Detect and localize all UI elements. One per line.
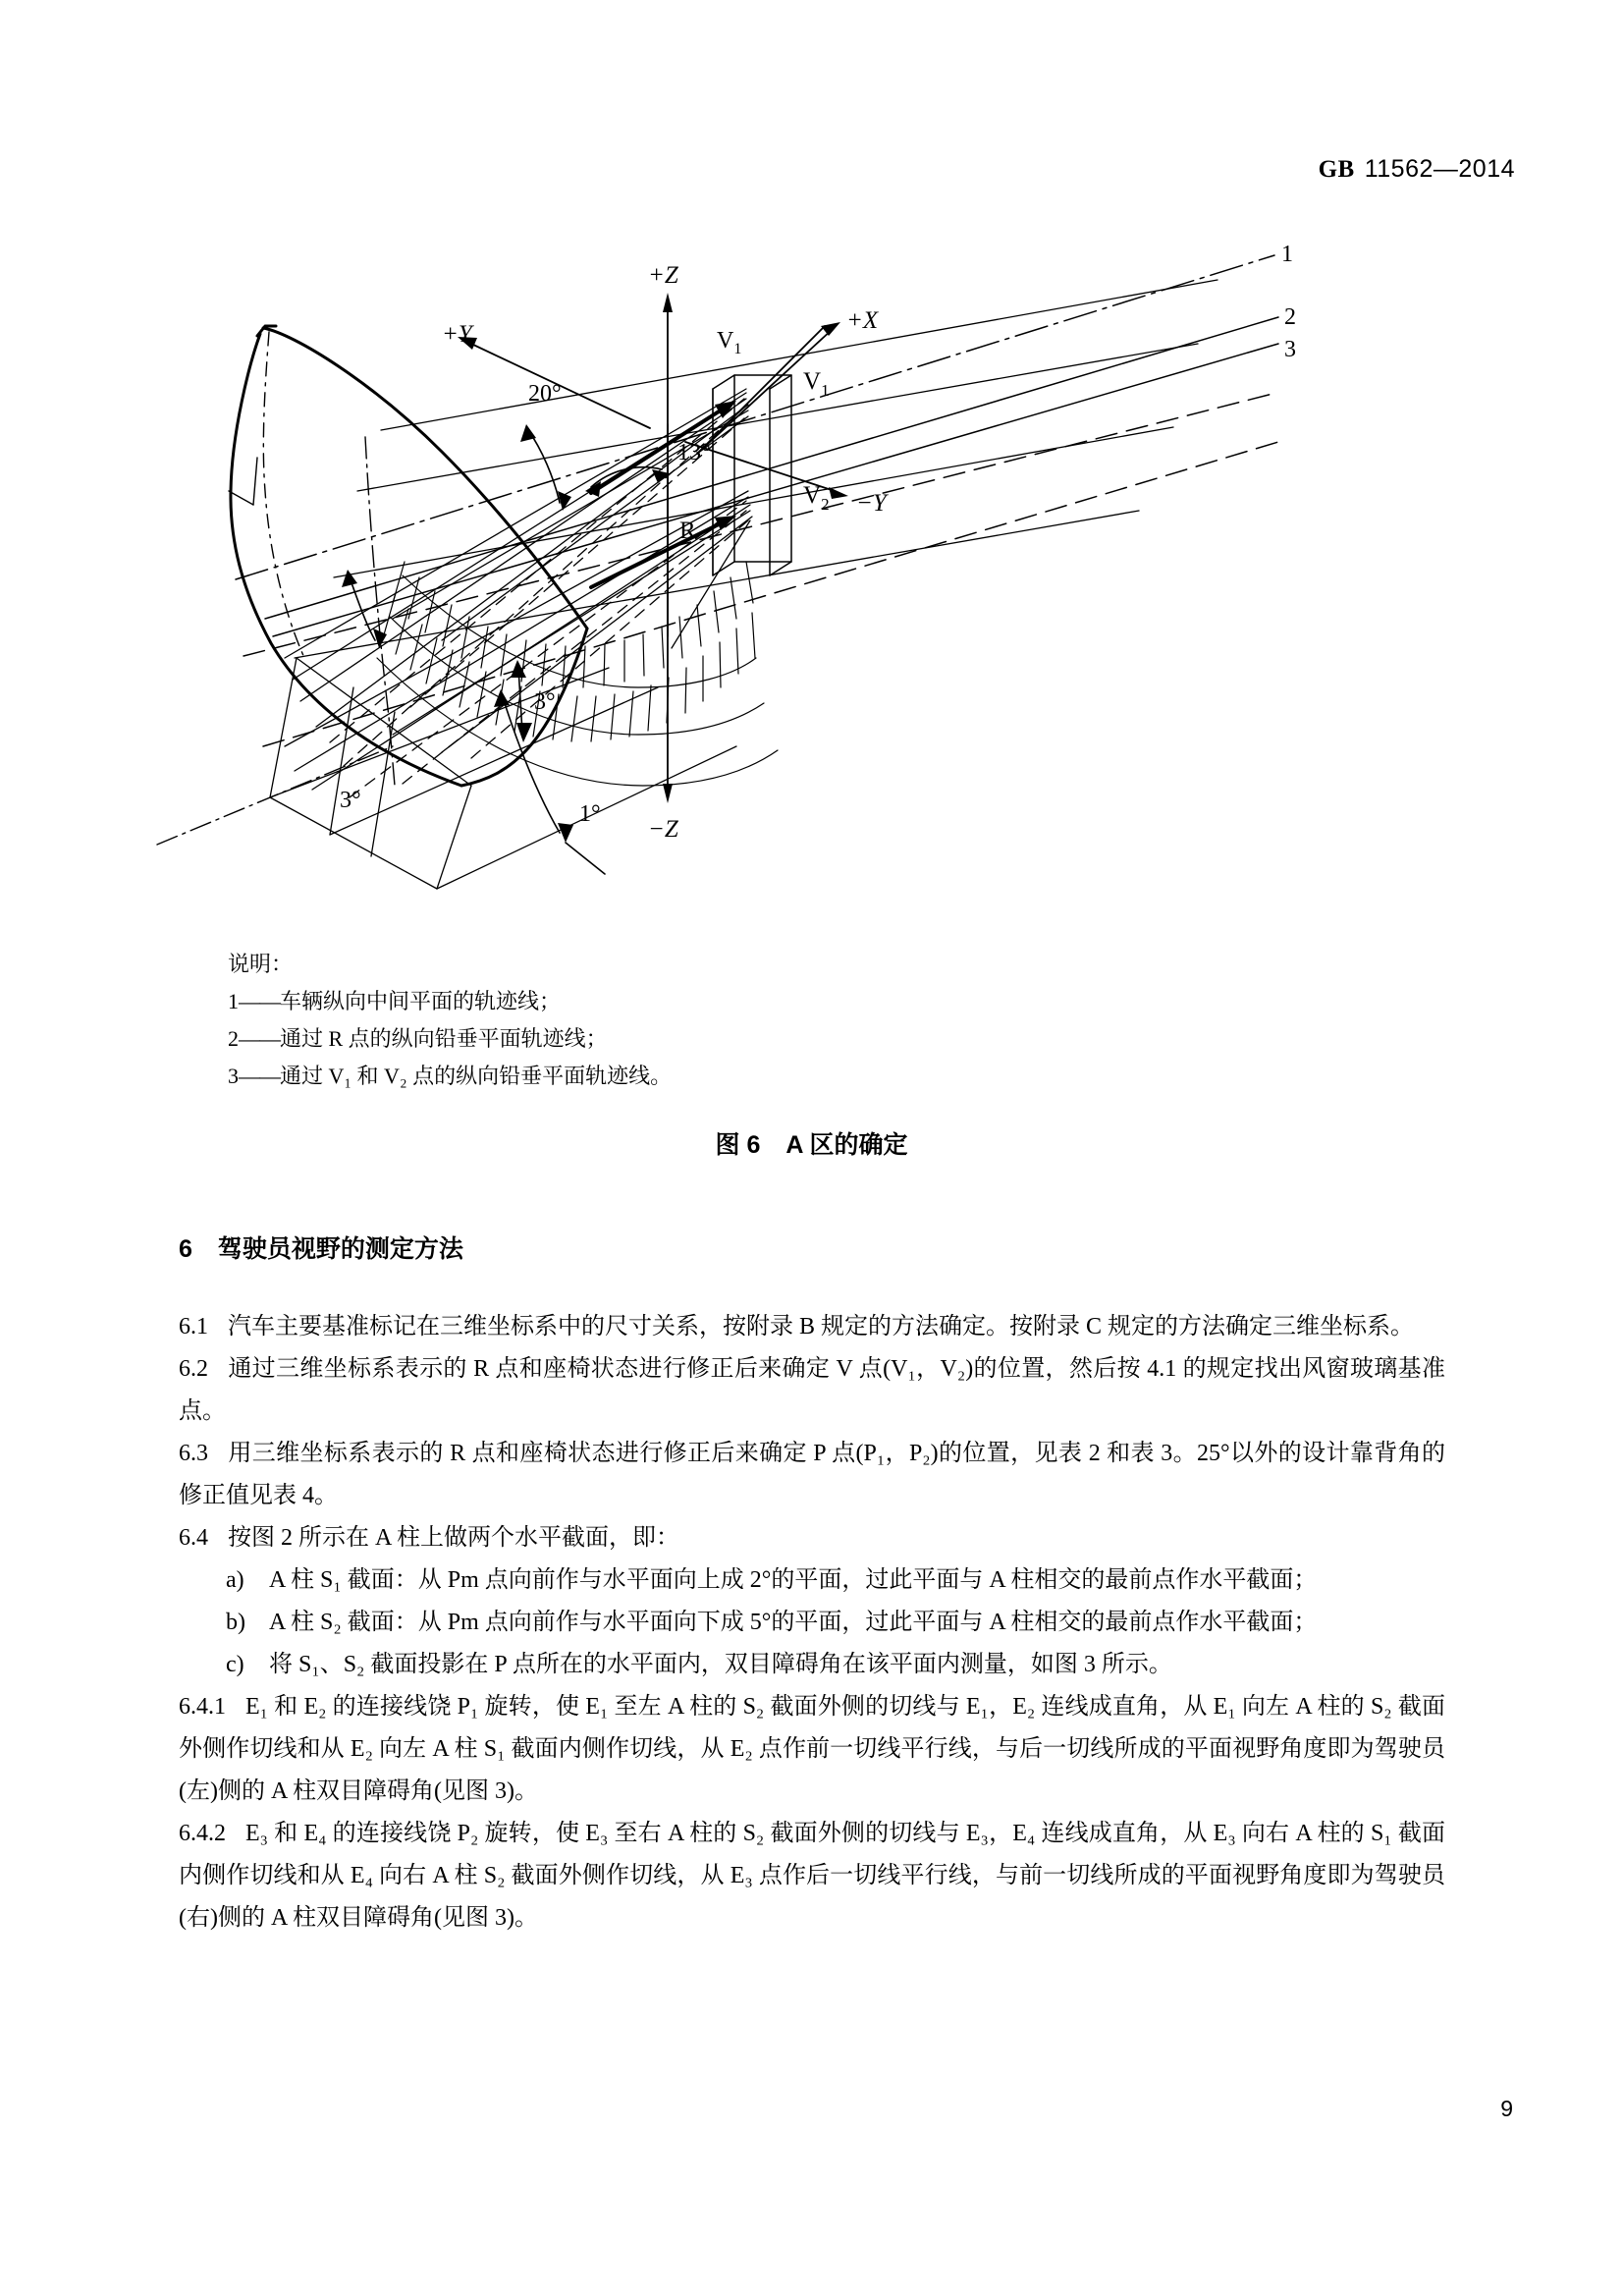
sub-item-list [179,1559,1445,1686]
figure-caption-label: 图 6 [715,1131,761,1159]
paragraph-6-1 [179,1306,1445,1348]
legend-dash-2: —— [239,1026,280,1051]
list-item [179,1602,1445,1644]
paragraph-number-6-3: 6.3 [179,1441,208,1466]
trace-label-3: 3 [1284,337,1296,362]
legend-dash-3: —— [239,1064,280,1088]
list-item [179,1644,1445,1686]
legend-key-1: 1 [228,989,239,1013]
axis-label-x-pos: +X [846,307,879,334]
section-number: 6 [179,1235,192,1263]
standard-number: 11562—2014 [1364,155,1515,183]
trace-line-1 [236,255,1274,579]
paragraph-text-6-4: 按图 2 所示在 A 柱上做两个水平截面，即： [228,1525,680,1551]
paragraph-6-4-2 [179,1813,1445,1940]
page-header [1319,155,1515,184]
angle-label-1: 1° [579,801,601,827]
section-body [179,1306,1445,1940]
label-v1: $V_1$ [803,368,830,400]
list-marker-a: a) [226,1567,244,1593]
legend-item-2 [228,1020,1111,1058]
paragraph-text-6-3: 用三维坐标系表示的 R 点和座椅状态进行修正后来确定 P 点(P₁，P₂)的位置，见表 2 和表 3。25°以外的设计靠背角的修正值见表 4。 [179,1441,1445,1508]
paragraph-number-6-4: 6.4 [179,1525,208,1551]
standard-prefix: GB [1318,156,1355,183]
paragraph-number-6-4-1: 6.4.1 [179,1694,226,1720]
legend-text-3: 通过 V₁ 和 V₂ 点的纵向铅垂平面轨迹线。 [280,1064,673,1088]
paragraph-6-4-1 [179,1686,1445,1813]
lower-prism [270,658,736,889]
ray-arrowheads [591,407,727,587]
section-title: 驾驶员视野的测定方法 [217,1235,463,1263]
axis-system [458,293,848,803]
figure-legend [228,946,1111,1095]
list-text-b: A 柱 S₂ 截面：从 Pm 点向前作与水平面向下成 5°的平面，过此平面与 A 柱相交的最前点作水平截面； [269,1610,1318,1635]
list-text-a: A 柱 S₁ 截面：从 Pm 点向前作与水平面向上成 2°的平面，过此平面与 A 柱相交的最前点作水平截面； [269,1567,1318,1593]
paragraph-text-6-2: 通过三维坐标系表示的 R 点和座椅状态进行修正后来确定 V 点(V₁，V₂)的位置，然后按 4.1 的规定找出风窗玻璃基准点。 [179,1356,1445,1424]
legend-key-3: 3 [228,1064,239,1088]
angle-leaders [342,424,670,874]
list-text-c: 将 S₁、S₂ 截面投影在 P 点所在的水平面内，双目障碍角在该平面内测量，如图 3 所示。 [269,1652,1172,1677]
paragraph-text-6-4-2: E₃ 和 E₄ 的连接线饶 P₂ 旋转，使 E₃ 至右 A 柱的 S₂ 截面外侧的切线与 E₃，E₄ 连线成直角，从 E₃ 向右 A 柱的 S₁ 截面内侧作切线和从 E₄ 向右 A 柱 S₂ 截面外侧作切线，从 E₃ 点作后一切线平行线，与前一切线所成的平面视野角度即为驾驶员(右)侧的 A 柱双目障碍角(见图 3)。 [179,1821,1445,1931]
trace-line-3 [243,393,1278,746]
point-label-v1: $V_1$ [717,328,742,357]
legend-item-3 [228,1058,1111,1095]
angle-label-13: 13° [677,440,711,465]
legend-text-2: 通过 R 点的纵向铅垂平面轨迹线； [280,1026,608,1051]
figure-6-drawing [147,196,1483,943]
axis-label-z-neg: −Z [648,816,678,843]
trace-label-1: 1 [1281,242,1293,267]
list-marker-c: c) [226,1652,244,1677]
section-heading [179,1230,463,1265]
paragraph-number-6-1: 6.1 [179,1314,208,1339]
paragraph-6-4 [179,1517,1445,1559]
legend-dash-1: —— [239,989,280,1013]
label-v2: $V_2$ [803,482,830,514]
windshield-center-trace [157,437,395,845]
legend-text-1: 车辆纵向中间平面的轨迹线； [280,989,562,1013]
trace-label-2: 2 [1284,304,1296,330]
paragraph-number-6-4-2: 6.4.2 [179,1821,226,1846]
label-r: R [679,518,696,544]
list-marker-b: b) [226,1610,245,1635]
axis-label-y-pos: +Y [442,321,472,348]
figure-caption [0,1125,1623,1161]
a-zone-hatched-band [377,562,778,786]
angle-label-3b: 3° [534,689,556,715]
paragraph-number-6-2: 6.2 [179,1356,208,1382]
angle-label-3a: 3° [340,788,361,813]
paragraph-text-6-1: 汽车主要基准标记在三维坐标系中的尺寸关系，按附录 B 规定的方法确定。按附录 C 规定的方法确定三维坐标系。 [228,1314,1415,1339]
paragraph-6-2 [179,1348,1445,1433]
figure-caption-title: A 区的确定 [785,1131,908,1159]
angle-label-20: 20° [528,381,562,407]
paragraph-6-3 [179,1433,1445,1517]
legend-title: 说明： [228,952,294,976]
page-number: 9 [1500,2096,1513,2121]
axis-label-z-pos: +Z [648,262,678,289]
axis-label-y-neg: −Y [856,490,887,517]
legend-key-2: 2 [228,1026,239,1051]
paragraph-text-6-4-1: E₁ 和 E₂ 的连接线饶 P₁ 旋转，使 E₁ 至左 A 柱的 S₂ 截面外侧的切线与 E₁，E₂ 连线成直角，从 E₁ 向左 A 柱的 S₂ 截面外侧作切线和从 E₂ 向左 A 柱 S₁ 截面内侧作切线，从 E₂ 点作前一切线平行线，与后一切线所成的平面视野角度即为驾驶员(左)侧的 A 柱双目障碍角(见图 3)。 [179,1694,1445,1804]
legend-item-1 [228,983,1111,1020]
list-item [179,1559,1445,1602]
